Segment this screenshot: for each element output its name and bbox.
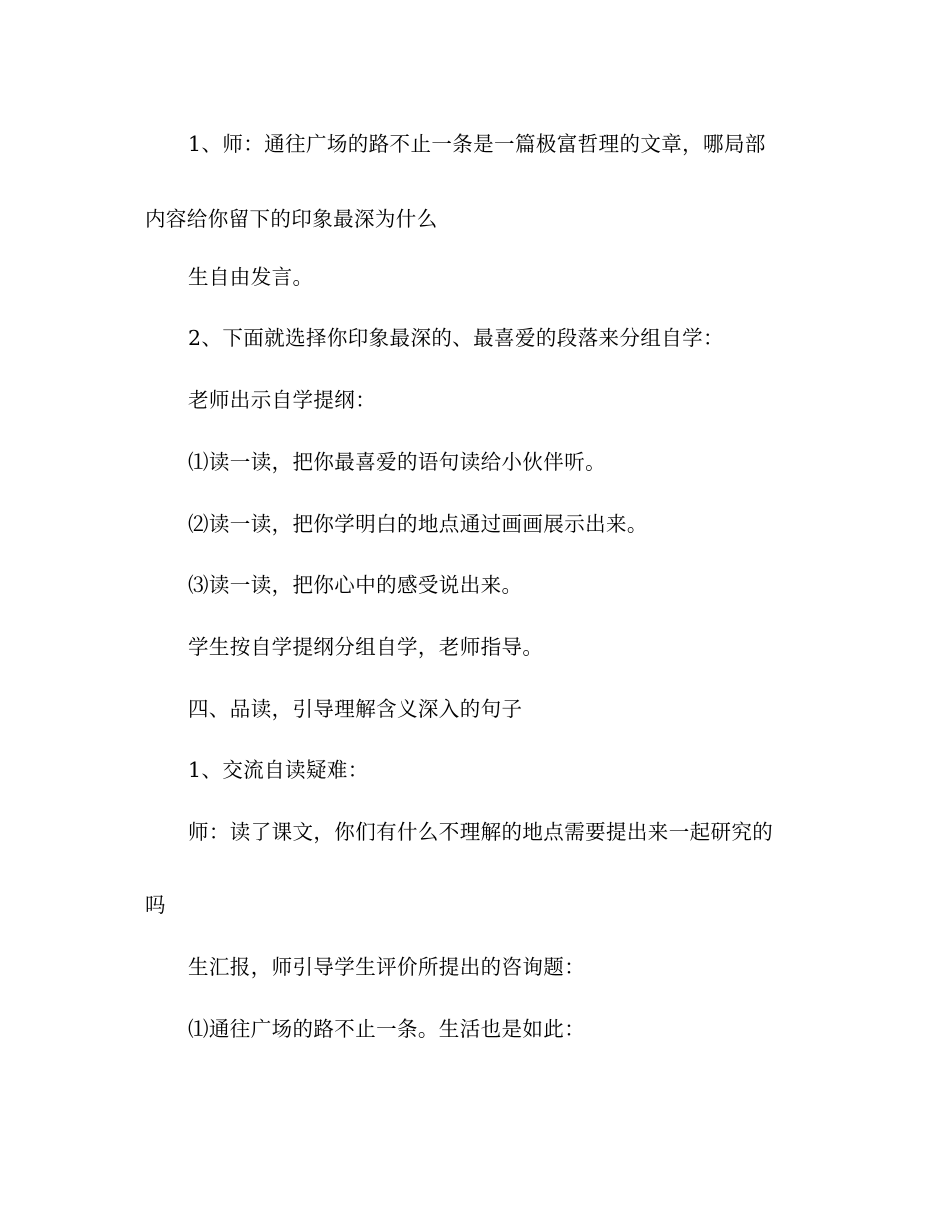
list-item: ⑴读一读，把你最喜爱的语句读给小伙伴听。 [188, 450, 606, 474]
paragraph-line: 生自由发言。 [188, 265, 314, 289]
paragraph-line: 生汇报，师引导学生评价所提出的咨询题： [188, 955, 586, 979]
paragraph-line: 学生按自学提纲分组自学，老师指导。 [188, 635, 544, 659]
paragraph-line: 1、交流自读疑难： [188, 758, 369, 782]
paragraph-line: 2、下面就选择你印象最深的、最喜爱的段落来分组自学： [188, 326, 724, 350]
paragraph-line: 吗 [145, 893, 166, 917]
list-item: ⑴通往广场的路不止一条。生活也是如此： [188, 1017, 586, 1041]
list-item: ⑶读一读，把你心中的感受说出来。 [188, 573, 523, 597]
paragraph-line: 1、师：通往广场的路不止一条是一篇极富哲理的文章，哪局部 [188, 132, 766, 156]
section-heading: 四、品读，引导理解含义深入的句子 [188, 697, 523, 721]
paragraph-line: 内容给你留下的印象最深为什么 [145, 207, 438, 231]
paragraph-line: 师：读了课文，你们有什么不理解的地点需要提出来一起研究的 [188, 820, 774, 844]
list-item: ⑵读一读，把你学明白的地点通过画画展示出来。 [188, 512, 648, 536]
paragraph-line: 老师出示自学提纲： [188, 388, 377, 412]
